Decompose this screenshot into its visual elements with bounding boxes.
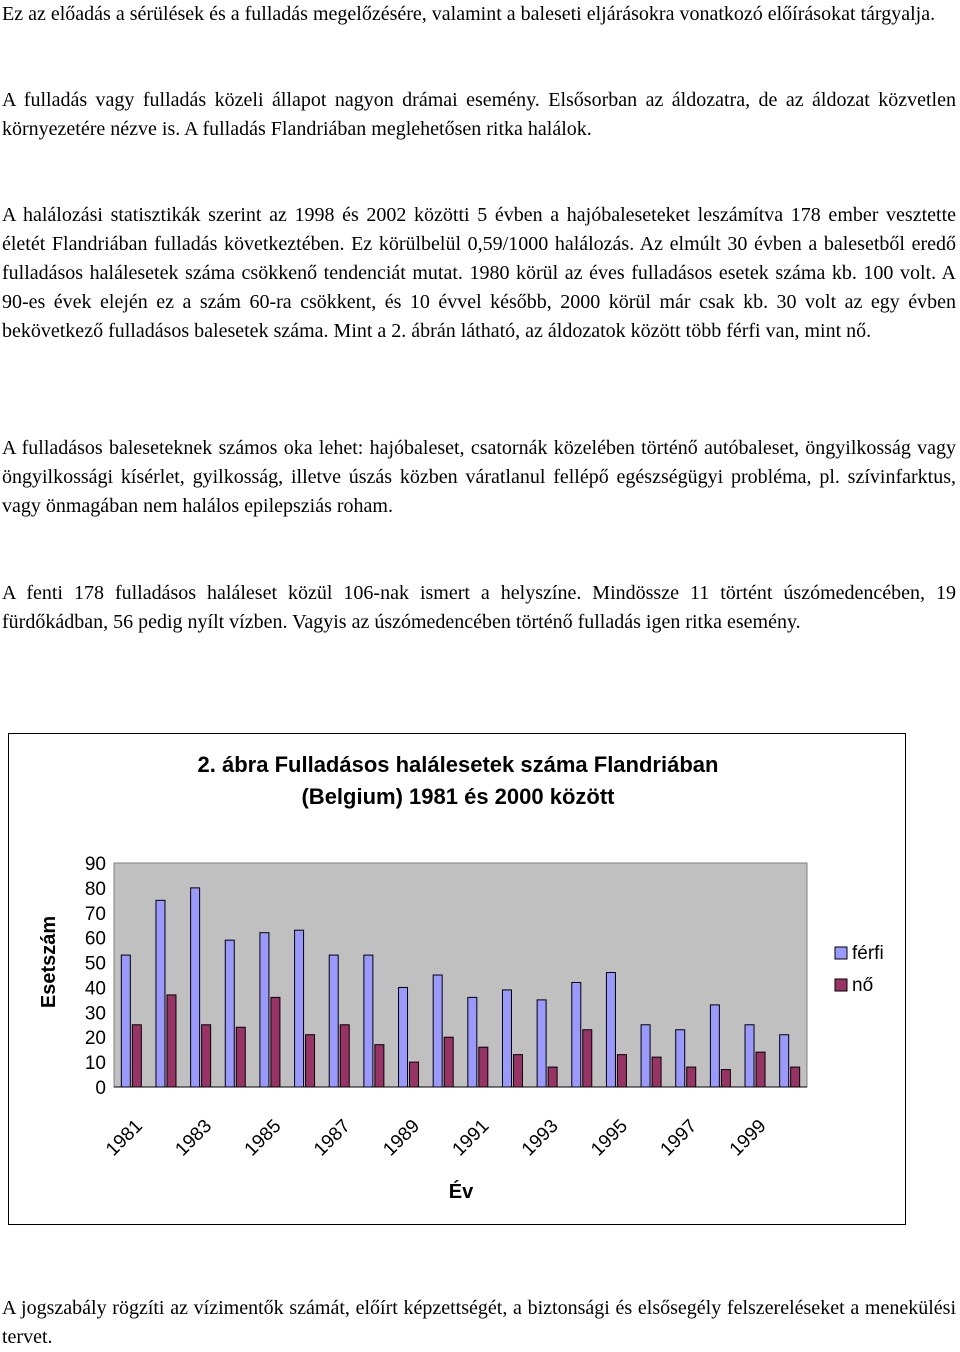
bar-female-1990 bbox=[444, 1037, 453, 1087]
legend-swatch-male bbox=[835, 947, 847, 959]
bar-female-1991 bbox=[479, 1047, 488, 1087]
bar-female-1994 bbox=[583, 1030, 592, 1087]
bar-male-1993 bbox=[537, 1000, 546, 1087]
chart-title-line-1: 2. ábra Fulladásos halálesetek száma Flandriában bbox=[197, 752, 719, 777]
y-tick-label: 40 bbox=[84, 978, 106, 1000]
bar-male-1995 bbox=[606, 973, 615, 1087]
x-tick-label: 1981 bbox=[102, 1115, 147, 1161]
y-tick-label: 10 bbox=[84, 1053, 106, 1075]
bar-male-1997 bbox=[676, 1030, 685, 1087]
x-axis-label: Év bbox=[448, 1181, 474, 1203]
x-tick-label: 1999 bbox=[725, 1115, 771, 1161]
chart-legend bbox=[835, 943, 884, 996]
bar-male-1996 bbox=[641, 1025, 650, 1087]
paragraph-intro: Ez az előadás a sérülések és a fulladás megelőzésére, valamint a baleseti eljárásokra vonatkozó előírásokat tárgyalja. bbox=[2, 3, 936, 25]
drowning-chart bbox=[9, 734, 905, 1224]
x-tick-label: 1991 bbox=[448, 1115, 494, 1161]
bar-female-1998 bbox=[721, 1070, 730, 1087]
bar-female-2000 bbox=[791, 1067, 800, 1087]
bar-female-1993 bbox=[548, 1067, 557, 1087]
paragraph-statistics: A halálozási statisztikák szerint az 1998 és 2002 közötti 5 évben a hajóbaleseteket leszámítva 178 ember vesztette életét Flandriában fulladás következtében. Ez körülbelül 0,59/1000 halálozás. Az elmúlt 30 évben a balesetből eredő fulladásos halálesetek száma csökkenő tendenciát mutat. 1980 körül az éves fulladásos esetek száma kb. 100 volt. A 90-es évek elején ez a szám 60-ra csökkent, és 10 évvel később, 2000 körül már csak kb. 30 volt az egy évben bekövetkező fulladásos balesetek száma. Mint a 2. ábrán látható, az áldozatok között több férfi van, mint nő. bbox=[2, 204, 956, 342]
x-tick-label: 1989 bbox=[379, 1115, 425, 1161]
x-tick-label: 1993 bbox=[517, 1115, 563, 1161]
y-tick-label: 50 bbox=[84, 953, 106, 975]
bar-female-1986 bbox=[306, 1035, 315, 1087]
legend-label-female: nő bbox=[852, 975, 874, 996]
paragraph-causes: A fulladásos baleseteknek számos oka lehet: hajóbaleset, csatornák közelében történő autóbaleset, öngyilkosság vagy öngyilkossági kísérlet, gyilkosság, illetve úszás közben váratlanul fellépő egészségügyi probléma, pl. szívinfarktus, vagy önmagában nem halálos epilepsziás roham. bbox=[2, 437, 956, 517]
chart-title-line-2: (Belgium) 1981 és 2000 között bbox=[301, 784, 615, 809]
y-tick-label: 30 bbox=[84, 1003, 106, 1025]
bar-male-2000 bbox=[780, 1035, 789, 1087]
bar-male-1990 bbox=[433, 975, 442, 1087]
bar-female-1987 bbox=[340, 1025, 349, 1087]
chart-frame bbox=[8, 733, 906, 1225]
bar-female-1989 bbox=[410, 1062, 419, 1087]
bar-female-1996 bbox=[652, 1057, 661, 1087]
bar-female-1983 bbox=[202, 1025, 211, 1087]
bar-male-1998 bbox=[710, 1005, 719, 1087]
bar-female-1999 bbox=[756, 1052, 765, 1087]
bar-male-1987 bbox=[329, 955, 338, 1087]
bar-male-1986 bbox=[295, 930, 304, 1087]
y-axis-label: Esetszám bbox=[38, 915, 60, 1009]
bar-male-1985 bbox=[260, 933, 269, 1087]
bar-female-1988 bbox=[375, 1045, 384, 1087]
y-tick-label: 20 bbox=[84, 1028, 106, 1050]
bar-male-1983 bbox=[191, 888, 200, 1087]
legend-label-male: férfi bbox=[852, 943, 884, 964]
bar-male-1988 bbox=[364, 955, 373, 1087]
bar-male-1992 bbox=[502, 990, 511, 1087]
bar-male-1981 bbox=[121, 955, 130, 1087]
x-tick-label: 1995 bbox=[587, 1115, 632, 1161]
paragraph-locations: A fenti 178 fulladásos haláleset közül 106-nak ismert a helyszíne. Mindössze 11 történt úszómedencében, 19 fürdőkádban, 56 pedig nyílt vízben. Vagyis az úszómedencében történő fulladás igen ritka esemény. bbox=[2, 582, 956, 633]
paragraph-drowning-event: A fulladás vagy fulladás közeli állapot nagyon drámai esemény. Elsősorban az áldozatra, de az áldozat közvetlen környezetére nézve is. A fulladás Flandriában meglehetősen ritka halálok. bbox=[2, 89, 956, 140]
bar-male-1999 bbox=[745, 1025, 754, 1087]
x-tick-label: 1985 bbox=[240, 1115, 286, 1161]
y-tick-label: 60 bbox=[84, 928, 106, 950]
bar-male-1989 bbox=[399, 987, 408, 1087]
bar-male-1994 bbox=[572, 982, 581, 1087]
y-tick-label: 70 bbox=[84, 903, 106, 925]
bar-female-1995 bbox=[617, 1055, 626, 1087]
bar-female-1992 bbox=[513, 1055, 522, 1087]
y-tick-label: 80 bbox=[84, 878, 106, 900]
x-tick-label: 1997 bbox=[656, 1115, 702, 1161]
bar-female-1981 bbox=[132, 1025, 141, 1087]
bar-male-1984 bbox=[225, 940, 234, 1087]
legend-swatch-female bbox=[835, 979, 847, 991]
y-tick-label: 0 bbox=[95, 1078, 106, 1099]
bar-male-1982 bbox=[156, 900, 165, 1087]
y-tick-label: 90 bbox=[84, 854, 106, 875]
bar-female-1984 bbox=[236, 1027, 245, 1087]
paragraph-regulation: A jogszabály rögzíti az vízimentők számát, előírt képzettségét, a biztonsági és elsősegély felszereléseket a menekülési tervet. bbox=[2, 1297, 956, 1348]
bar-male-1991 bbox=[468, 997, 477, 1087]
bar-female-1985 bbox=[271, 997, 280, 1087]
bar-female-1982 bbox=[167, 995, 176, 1087]
x-tick-label: 1987 bbox=[310, 1115, 355, 1161]
bar-female-1997 bbox=[687, 1067, 696, 1087]
x-tick-label: 1983 bbox=[171, 1115, 217, 1161]
plot-area bbox=[114, 863, 807, 1087]
